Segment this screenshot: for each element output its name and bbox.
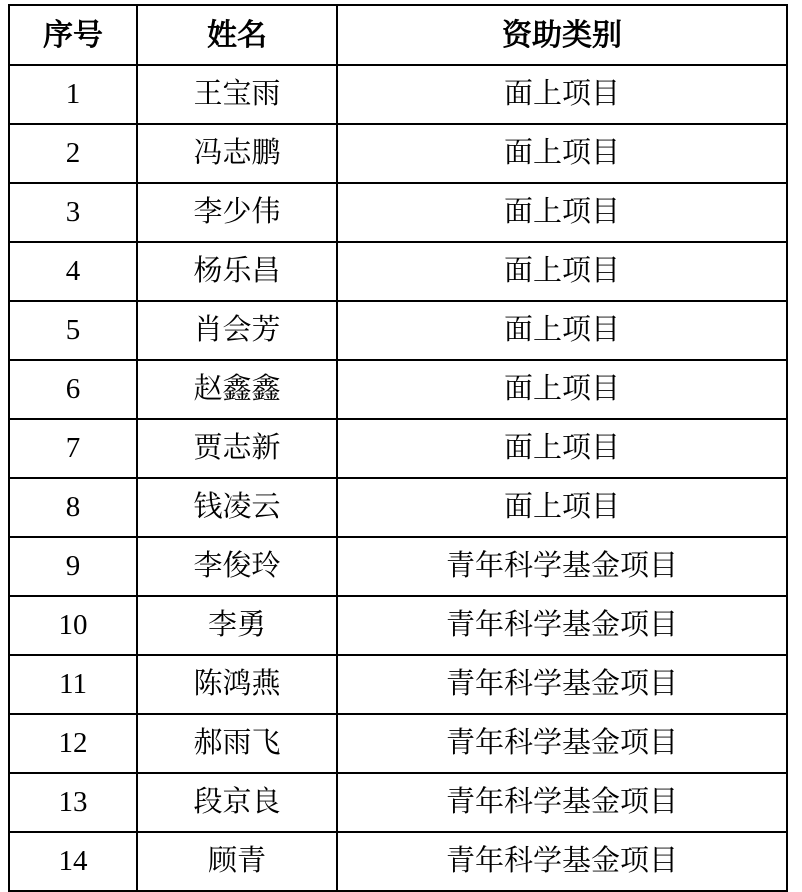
cell-name: 赵鑫鑫 <box>137 360 337 419</box>
cell-index: 7 <box>9 419 137 478</box>
cell-index: 12 <box>9 714 137 773</box>
cell-name: 肖会芳 <box>137 301 337 360</box>
table-row <box>9 124 787 183</box>
cell-category: 面上项目 <box>337 65 787 124</box>
cell-index: 10 <box>9 596 137 655</box>
cell-name: 顾青 <box>137 832 337 891</box>
cell-name: 王宝雨 <box>137 65 337 124</box>
table-row <box>9 773 787 832</box>
table-row <box>9 596 787 655</box>
table-row <box>9 714 787 773</box>
cell-category: 青年科学基金项目 <box>337 655 787 714</box>
cell-name: 郝雨飞 <box>137 714 337 773</box>
cell-name: 钱凌云 <box>137 478 337 537</box>
cell-name: 李俊玲 <box>137 537 337 596</box>
table-header-row <box>9 5 787 65</box>
cell-name: 冯志鹏 <box>137 124 337 183</box>
cell-category: 青年科学基金项目 <box>337 832 787 891</box>
cell-name: 李勇 <box>137 596 337 655</box>
cell-name: 杨乐昌 <box>137 242 337 301</box>
cell-category: 面上项目 <box>337 301 787 360</box>
table-header <box>9 5 787 65</box>
table-body <box>9 65 787 891</box>
cell-category: 青年科学基金项目 <box>337 537 787 596</box>
cell-category: 青年科学基金项目 <box>337 596 787 655</box>
table-row <box>9 65 787 124</box>
cell-index: 5 <box>9 301 137 360</box>
cell-index: 8 <box>9 478 137 537</box>
cell-category: 面上项目 <box>337 478 787 537</box>
table-row <box>9 478 787 537</box>
table-row <box>9 655 787 714</box>
table-row <box>9 242 787 301</box>
table-row <box>9 537 787 596</box>
cell-name: 贾志新 <box>137 419 337 478</box>
cell-index: 2 <box>9 124 137 183</box>
cell-category: 面上项目 <box>337 242 787 301</box>
cell-index: 14 <box>9 832 137 891</box>
cell-category: 面上项目 <box>337 183 787 242</box>
grant-recipients-table <box>8 4 788 892</box>
cell-category: 面上项目 <box>337 419 787 478</box>
cell-category: 面上项目 <box>337 124 787 183</box>
cell-category: 青年科学基金项目 <box>337 773 787 832</box>
table-row <box>9 419 787 478</box>
cell-name: 李少伟 <box>137 183 337 242</box>
cell-category: 面上项目 <box>337 360 787 419</box>
table-row <box>9 301 787 360</box>
table-row <box>9 360 787 419</box>
table-row <box>9 832 787 891</box>
cell-category: 青年科学基金项目 <box>337 714 787 773</box>
table-row <box>9 183 787 242</box>
column-header-name: 姓名 <box>137 5 337 65</box>
cell-index: 11 <box>9 655 137 714</box>
cell-index: 3 <box>9 183 137 242</box>
column-header-index: 序号 <box>9 5 137 65</box>
cell-index: 4 <box>9 242 137 301</box>
cell-index: 1 <box>9 65 137 124</box>
column-header-category: 资助类别 <box>337 5 787 65</box>
cell-name: 段京良 <box>137 773 337 832</box>
cell-name: 陈鸿燕 <box>137 655 337 714</box>
cell-index: 6 <box>9 360 137 419</box>
cell-index: 13 <box>9 773 137 832</box>
cell-index: 9 <box>9 537 137 596</box>
